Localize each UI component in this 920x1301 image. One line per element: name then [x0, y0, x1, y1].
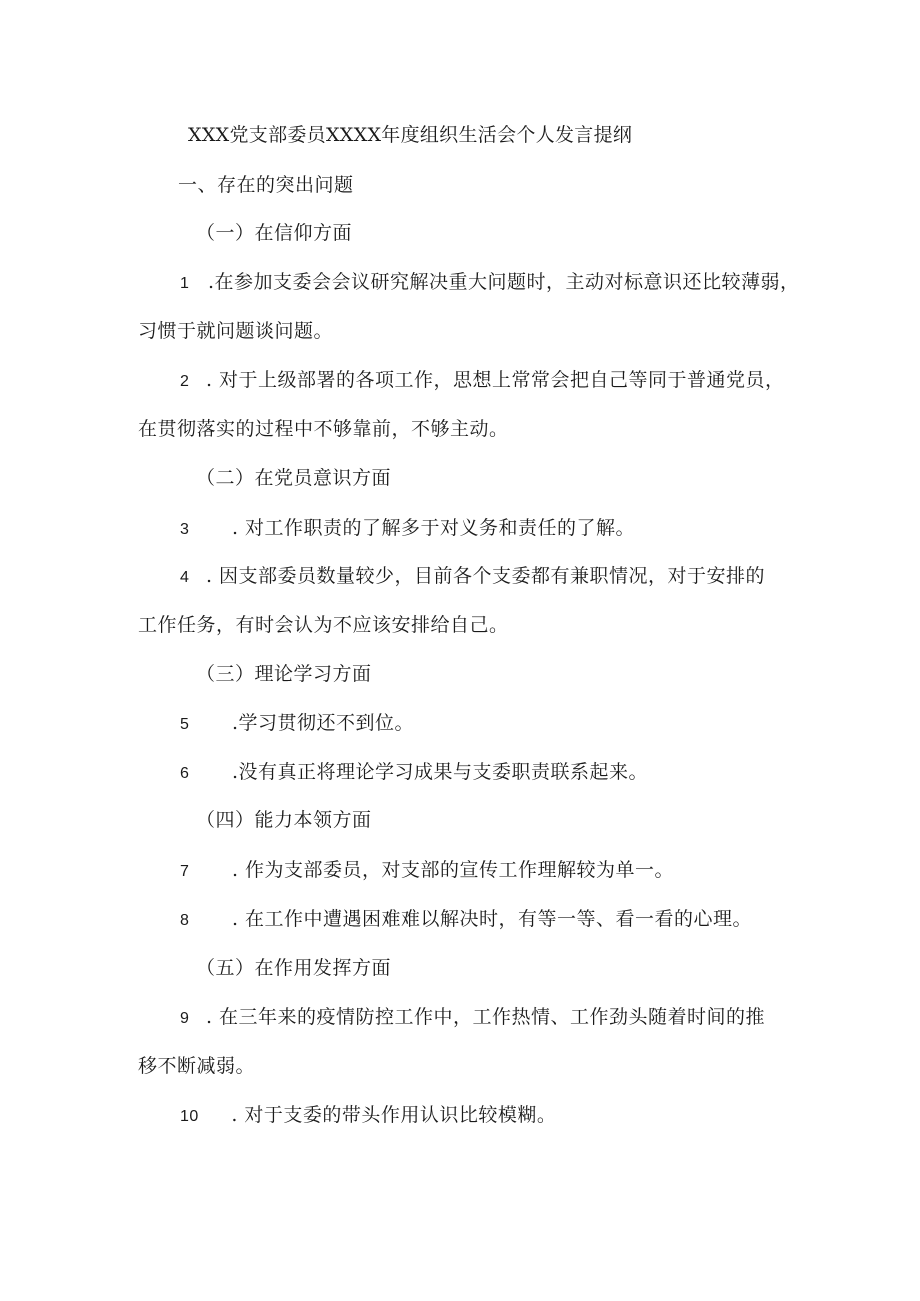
subsection-heading-4: （四）能力本领方面	[196, 809, 372, 831]
item-text: . 对工作职责的了解多于对义务和责任的了解。	[231, 517, 636, 539]
subsection-heading-5: （五）在作用发挥方面	[196, 957, 392, 979]
list-item-5	[180, 711, 414, 737]
subsection-heading-1: （一）在信仰方面	[196, 222, 353, 244]
document-title: XXX党支部委员XXXX年度组织生活会个人发言提纲	[188, 124, 633, 146]
item-number: 2	[180, 373, 190, 390]
item-number: 7	[180, 863, 190, 880]
item-text: . 因支部委员数量较少，目前各个支委都有兼职情况，对于安排的	[205, 565, 766, 587]
item-text: .没有真正将理论学习成果与支委职责联系起来。	[231, 761, 648, 783]
item-number: 10	[180, 1108, 199, 1125]
item-text: . 作为支部委员，对支部的宣传工作理解较为单一。	[231, 859, 675, 881]
list-item-8	[180, 907, 752, 933]
item-text: . 对于支委的带头作用认识比较模糊。	[231, 1104, 557, 1126]
section-heading: 一、存在的突出问题	[178, 174, 354, 196]
list-item-9-continuation: 移不断减弱。	[138, 1055, 256, 1077]
item-number: 6	[180, 765, 190, 782]
item-number: 3	[180, 521, 190, 538]
item-text: .在参加支委会会议研究解决重大问题时，主动对标意识还比较薄弱，	[207, 271, 800, 293]
item-number: 4	[180, 569, 190, 586]
item-number: 9	[180, 1010, 190, 1027]
item-text: . 在工作中遭遇困难难以解决时，有等一等、看一看的心理。	[231, 908, 753, 930]
item-text: . 在三年来的疫情防控工作中，工作热情、工作劲头随着时间的推	[205, 1006, 766, 1028]
item-number: 1	[180, 275, 190, 292]
list-item-7	[180, 858, 674, 884]
list-item-2	[180, 368, 785, 394]
list-item-4-continuation: 工作任务，有时会认为不应该安排给自己。	[138, 614, 509, 636]
list-item-1	[180, 270, 800, 296]
subsection-heading-3: （三）理论学习方面	[196, 663, 372, 685]
list-item-3	[180, 516, 635, 542]
list-item-4	[180, 564, 765, 590]
item-text: .学习贯彻还不到位。	[231, 712, 414, 734]
subsection-heading-2: （二）在党员意识方面	[196, 467, 392, 489]
list-item-2-continuation: 在贯彻落实的过程中不够靠前，不够主动。	[138, 418, 509, 440]
list-item-10	[180, 1103, 556, 1129]
list-item-9	[180, 1005, 765, 1031]
item-number: 8	[180, 912, 190, 929]
list-item-6	[180, 760, 648, 786]
item-text: . 对于上级部署的各项工作，思想上常常会把自己等同于普通党员，	[205, 369, 785, 391]
item-number: 5	[180, 716, 190, 733]
list-item-1-continuation: 习惯于就问题谈问题。	[138, 320, 334, 342]
